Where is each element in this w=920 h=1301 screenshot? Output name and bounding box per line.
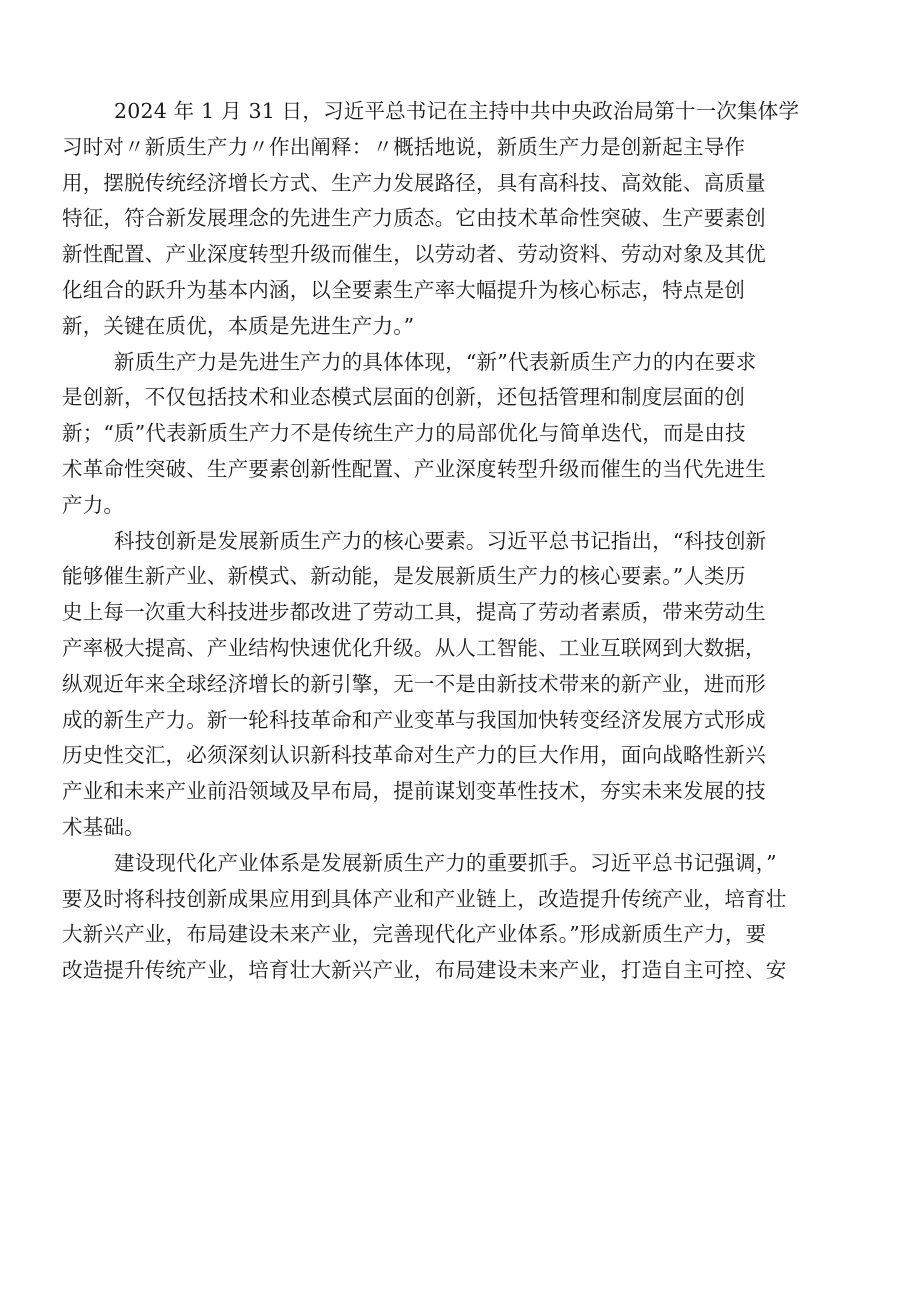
text-line: 2024 年 1 月 31 日，习近平总书记在主持中共中央政治局第十一次集体学 [114,99,800,123]
text-line: 建设现代化产业体系是发展新质生产力的重要抓手。习近平总书记强调，” [114,850,777,875]
text-line: 术革命性突破、生产要素创新性配置、产业深度转型升级而催生的当代先进生 [62,456,766,481]
document-body [62,94,862,989]
text-line: 产率极大提高、产业结构快速优化升级。从人工智能、工业互联网到大数据， [62,635,766,660]
text-line: 产力。 [62,492,125,517]
text-line: 科技创新是发展新质生产力的核心要素。习近平总书记指出，“科技创新 [114,528,767,553]
text-line: 是创新，不仅包括技术和业态模式层面的创新，还包括管理和制度层面的创 [62,385,746,410]
text-line: 能够催生新产业、新模式、新动能，是发展新质生产力的核心要素。”人类历 [62,564,746,589]
text-line: 成的新生产力。新一轮科技革命和产业变革与我国加快转变经济发展方式形成 [62,707,766,732]
text-line: 用，摆脱传统经济增长方式、生产力发展路径，具有高科技、高效能、高质量 [62,170,766,195]
paragraph-1 [62,94,862,345]
text-line: 新，关键在质优，本质是先进生产力。” [62,313,415,338]
text-line: 要及时将科技创新成果应用到具体产业和产业链上，改造提升传统产业，培育壮 [62,886,787,911]
text-line: 纵观近年来全球经济增长的新引擎，无一不是由新技术带来的新产业，进而形 [62,671,766,696]
paragraph-2 [62,345,862,524]
text-line: 改造提升传统产业，培育壮大新兴产业，布局建设未来产业，打造自主可控、安 [62,958,787,983]
text-line: 大新兴产业，布局建设未来产业，完善现代化产业体系。”形成新质生产力，要 [62,922,767,947]
text-line: 历史性交汇，必须深刻认识新科技革命对生产力的巨大作用，面向战略性新兴 [62,743,766,768]
text-line: 特征，符合新发展理念的先进生产力质态。它由技术革命性突破、生产要素创 [62,206,766,231]
text-line: 习时对〃新质生产力〃作出阐释：〃概括地说，新质生产力是创新起主导作 [62,134,746,159]
paragraph-3 [62,524,862,846]
paragraph-4 [62,846,862,989]
text-line: 新；“质”代表新质生产力不是传统生产力的局部优化与简单迭代，而是由技 [62,421,746,446]
text-line: 化组合的跃升为基本内涵，以全要素生产率大幅提升为核心标志，特点是创 [62,277,746,302]
text-line: 新性配置、产业深度转型升级而催生，以劳动者、劳动资料、劳动对象及其优 [62,242,766,267]
text-line: 史上每一次重大科技进步都改进了劳动工具，提高了劳动者素质，带来劳动生 [62,600,766,625]
text-line: 术基础。 [62,814,145,839]
text-line: 产业和未来产业前沿领域及早布局，提前谋划变革性技术，夯实未来发展的技 [62,779,766,804]
text-line: 新质生产力是先进生产力的具体体现，“新”代表新质生产力的内在要求 [114,349,757,374]
